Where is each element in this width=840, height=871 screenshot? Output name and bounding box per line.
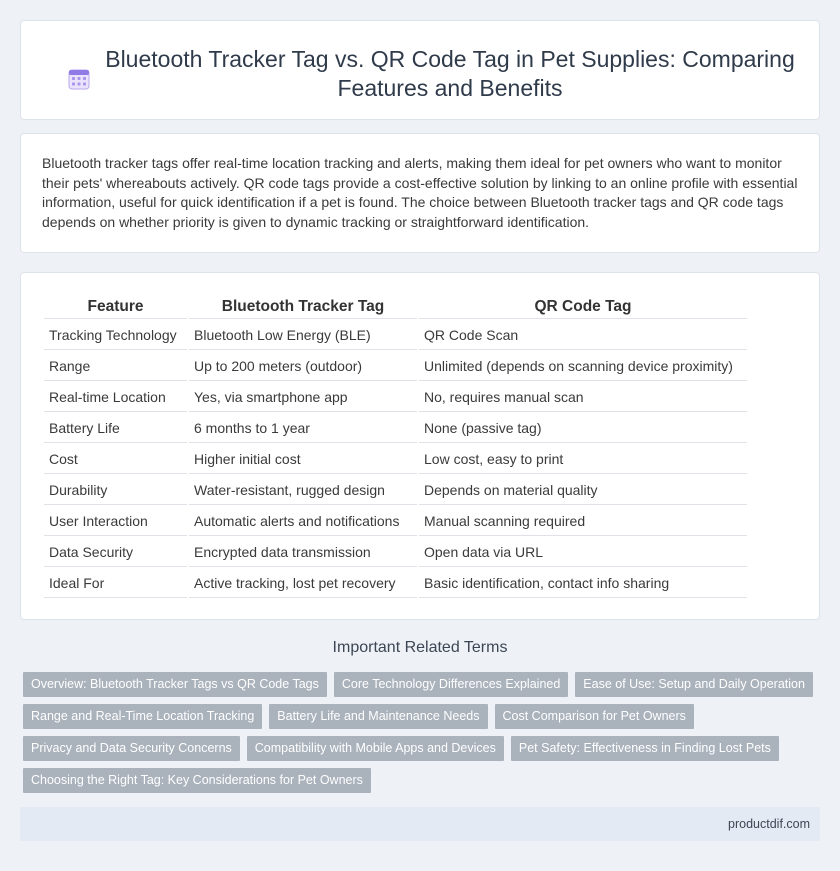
table-row [44, 476, 747, 505]
cell-qr: QR Code Scan [419, 321, 747, 350]
summary-card [20, 133, 820, 253]
header-bluetooth: Bluetooth Tracker Tag [189, 293, 417, 319]
header-qr: QR Code Tag [419, 293, 747, 319]
cell-bluetooth: Encrypted data transmission [189, 538, 417, 567]
related-term-tag[interactable]: Pet Safety: Effectiveness in Finding Lost Pets [511, 736, 779, 761]
related-term-tag[interactable]: Choosing the Right Tag: Key Considerations for Pet Owners [23, 768, 371, 793]
related-term-tag[interactable]: Compatibility with Mobile Apps and Devices [247, 736, 504, 761]
related-terms-heading: Important Related Terms [332, 639, 508, 656]
related-term-tag[interactable]: Range and Real-Time Location Tracking [23, 704, 262, 729]
footer [20, 807, 820, 841]
title-card [20, 20, 820, 120]
cell-qr: No, requires manual scan [419, 383, 747, 412]
cell-bluetooth: Bluetooth Low Energy (BLE) [189, 321, 417, 350]
cell-feature: Range [44, 352, 187, 381]
cell-feature: Battery Life [44, 414, 187, 443]
related-term-tag[interactable]: Overview: Bluetooth Tracker Tags vs QR Code Tags [23, 672, 327, 697]
table-header-row [44, 293, 747, 319]
related-term-tag[interactable]: Battery Life and Maintenance Needs [269, 704, 487, 729]
cell-qr: Unlimited (depends on scanning device proximity) [419, 352, 747, 381]
footer-site-label[interactable]: productdif.com [728, 817, 810, 831]
cell-feature: Cost [44, 445, 187, 474]
cell-bluetooth: Yes, via smartphone app [189, 383, 417, 412]
table-row [44, 352, 747, 381]
cell-qr: None (passive tag) [419, 414, 747, 443]
cell-feature: Tracking Technology [44, 321, 187, 350]
calendar-grid-icon [67, 67, 91, 91]
related-term-tag[interactable]: Cost Comparison for Pet Owners [495, 704, 694, 729]
cell-qr: Depends on material quality [419, 476, 747, 505]
table-row [44, 383, 747, 412]
cell-feature: Ideal For [44, 569, 187, 598]
cell-feature: User Interaction [44, 507, 187, 536]
cell-bluetooth: Automatic alerts and notifications [189, 507, 417, 536]
table-row [44, 414, 747, 443]
cell-feature: Real-time Location [44, 383, 187, 412]
cell-bluetooth: Higher initial cost [189, 445, 417, 474]
related-term-tag[interactable]: Core Technology Differences Explained [334, 672, 568, 697]
cell-qr: Basic identification, contact info sharing [419, 569, 747, 598]
comparison-table [42, 291, 749, 600]
cell-bluetooth: 6 months to 1 year [189, 414, 417, 443]
related-term-tag[interactable]: Ease of Use: Setup and Daily Operation [575, 672, 813, 697]
table-row [44, 569, 747, 598]
table-row [44, 321, 747, 350]
cell-bluetooth: Active tracking, lost pet recovery [189, 569, 417, 598]
table-row [44, 507, 747, 536]
table-row [44, 445, 747, 474]
tag-row [23, 768, 823, 793]
cell-qr: Open data via URL [419, 538, 747, 567]
comparison-table-card [20, 272, 820, 620]
cell-bluetooth: Water-resistant, rugged design [189, 476, 417, 505]
cell-bluetooth: Up to 200 meters (outdoor) [189, 352, 417, 381]
cell-qr: Manual scanning required [419, 507, 747, 536]
tag-row [23, 704, 823, 729]
page-title: Bluetooth Tracker Tag vs. QR Code Tag in Pet Supplies: Comparing Features and Benefits [105, 46, 795, 101]
table-row [44, 538, 747, 567]
cell-qr: Low cost, easy to print [419, 445, 747, 474]
related-terms-list [23, 672, 823, 800]
cell-feature: Data Security [44, 538, 187, 567]
cell-feature: Durability [44, 476, 187, 505]
tag-row [23, 736, 823, 761]
tag-row [23, 672, 823, 697]
related-term-tag[interactable]: Privacy and Data Security Concerns [23, 736, 240, 761]
summary-text: Bluetooth tracker tags offer real-time location tracking and alerts, making them ideal for pet owners who want to monitor their pets' whereabouts actively. QR code tags provide a cost-effective solution by linking to an online profile with essential information, useful for quick identification if a pet is found. The choice between Bluetooth tracker tags and QR code tags depends on whether priority is given to dynamic tracking or straightforward identification. [42, 155, 798, 230]
header-feature: Feature [44, 293, 187, 319]
